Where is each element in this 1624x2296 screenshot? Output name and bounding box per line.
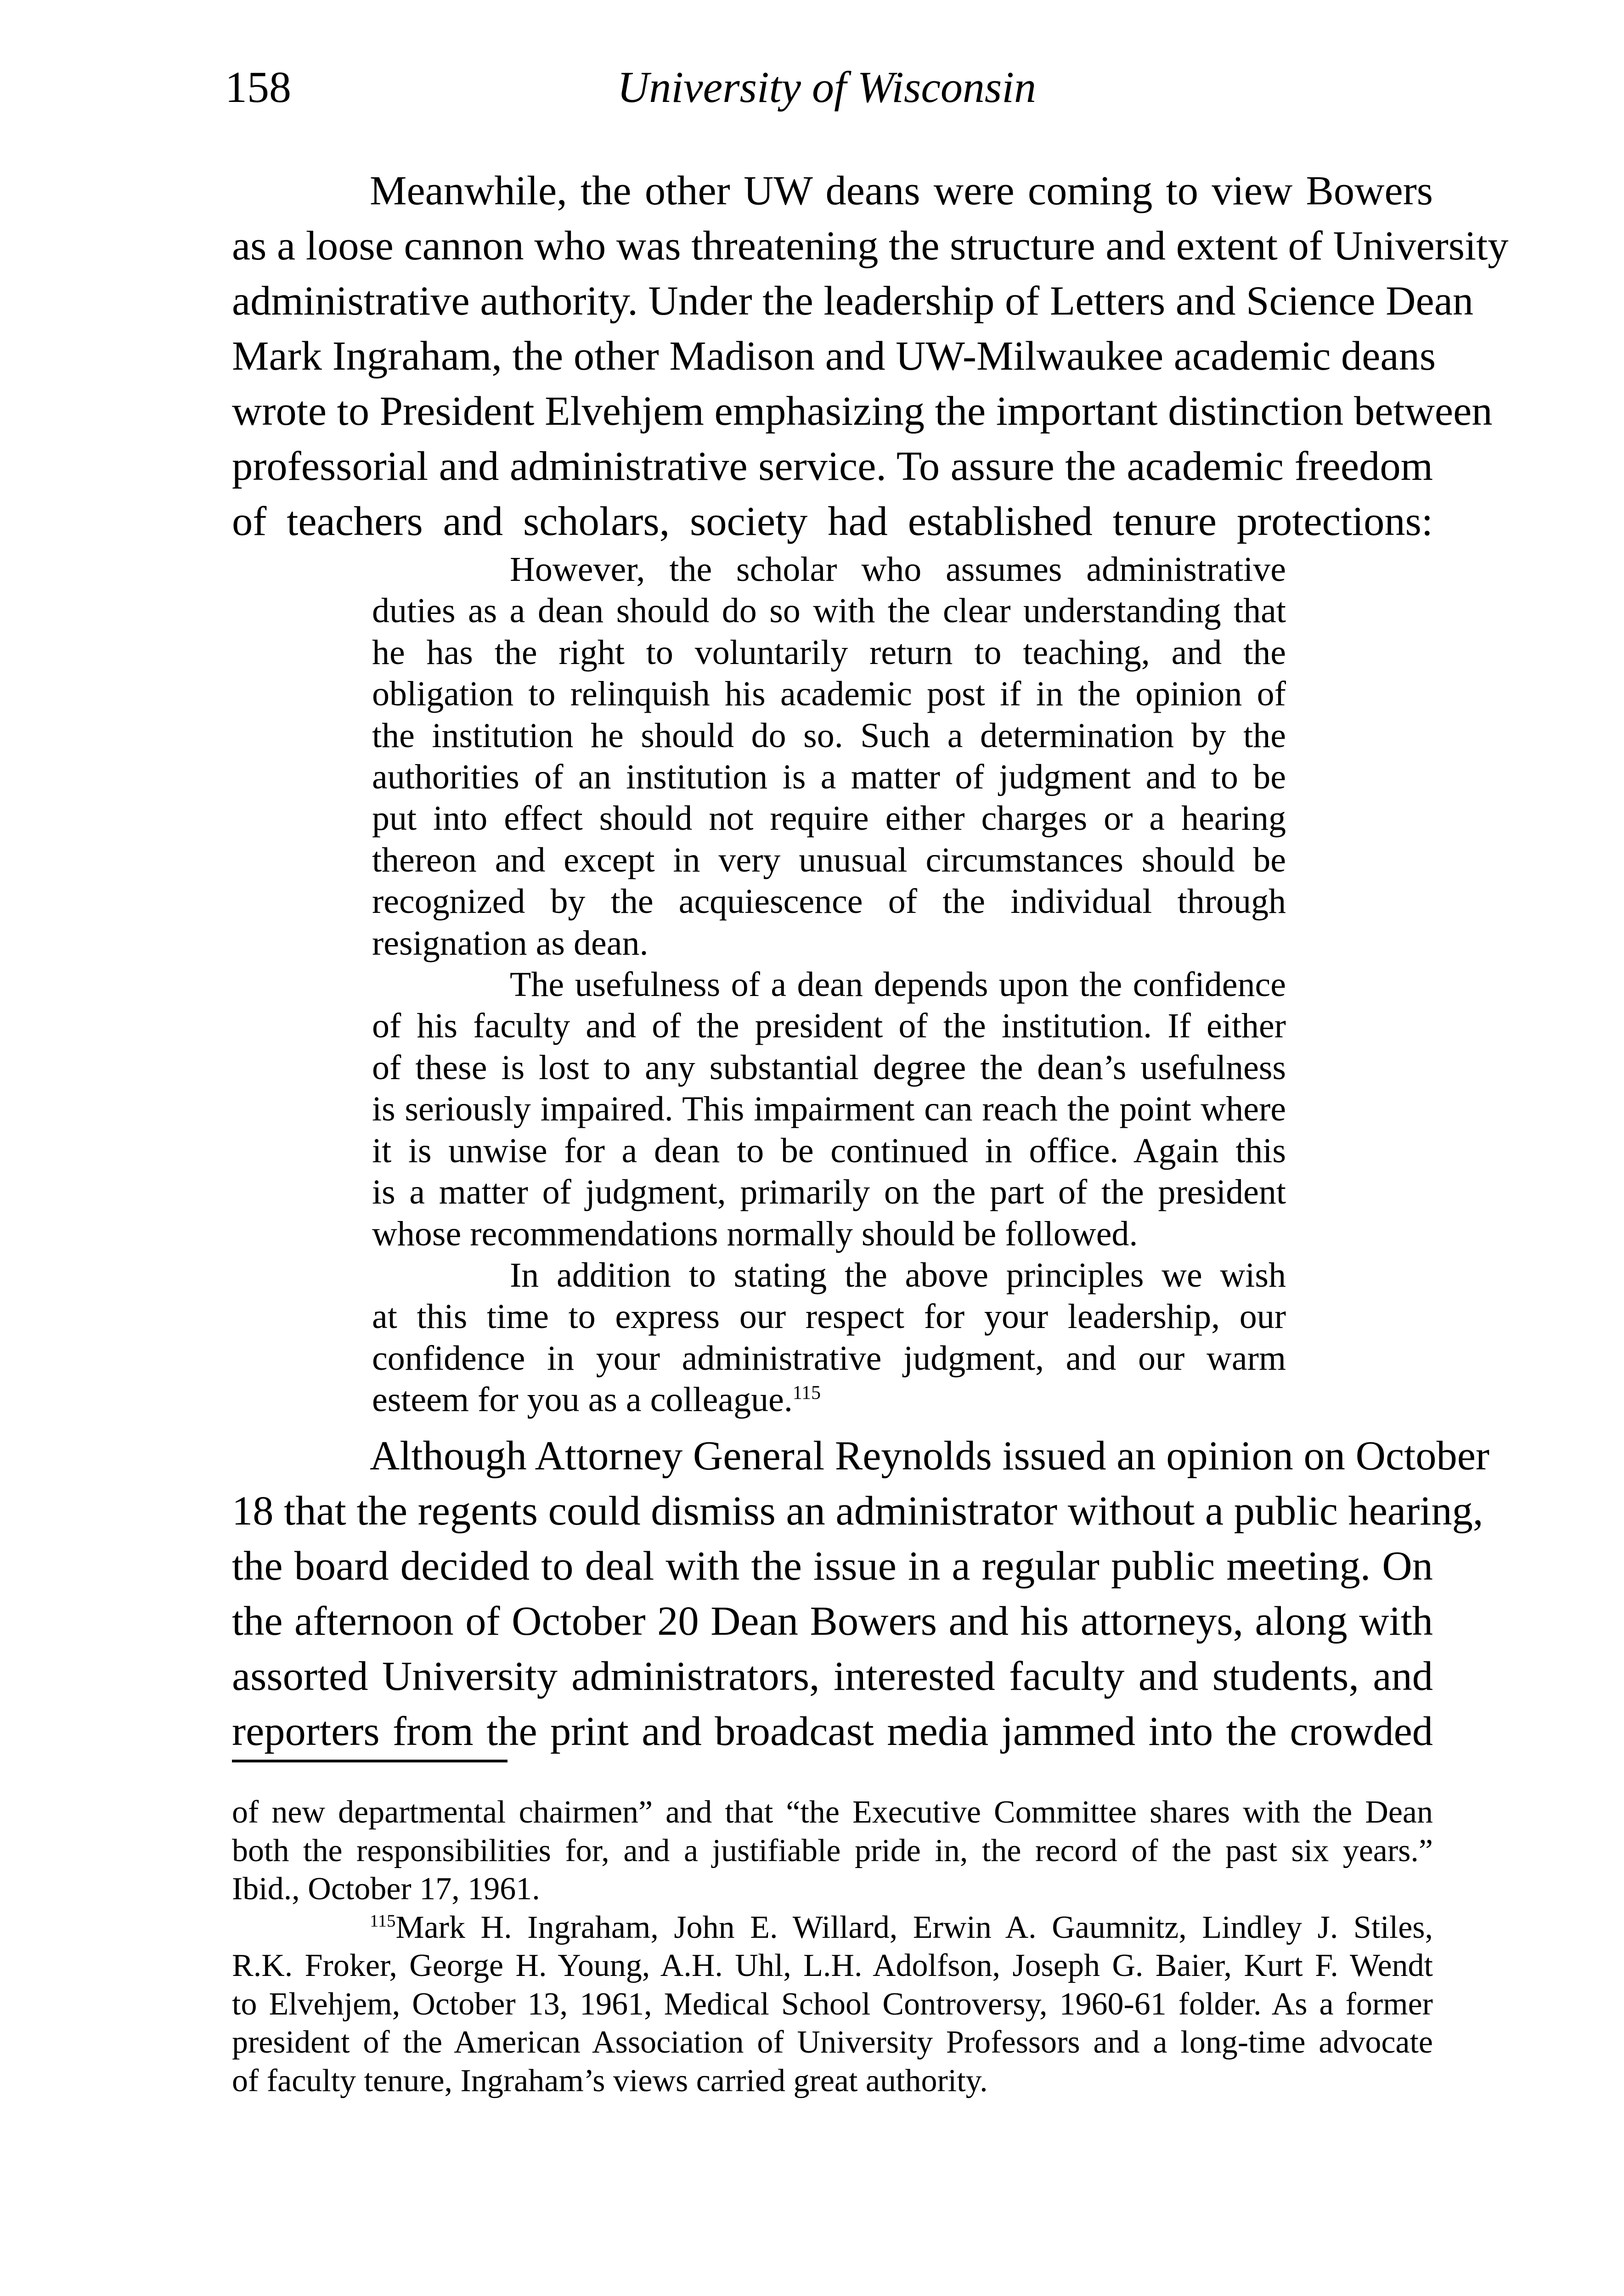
text-line: professorial and administrative service. To assure the academic freedom xyxy=(232,443,1433,489)
quote-line: he has the right to voluntarily return to teaching, and the xyxy=(372,633,1286,672)
text-line: as a loose cannon who was threatening the structure and extent of University xyxy=(232,222,1509,269)
footnote-line: to Elvehjem, October 13, 1961, Medical School Controversy, 1960-61 folder. As a former xyxy=(232,1986,1433,2022)
quote-line: whose recommendations normally should be followed. xyxy=(372,1214,1138,1253)
text-line: of teachers and scholars, society had established tenure protections: xyxy=(232,498,1433,544)
footnote-line: president of the American Association of University Professors and a long-time advocate xyxy=(232,2025,1433,2060)
page-number: 158 xyxy=(225,62,291,112)
footnotes xyxy=(232,1793,1433,2100)
quote-line: the institution he should do so. Such a determination by the xyxy=(372,716,1286,755)
text-line: Meanwhile, the other UW deans were coming to view Bowers xyxy=(370,167,1433,214)
body-paragraph-2 xyxy=(232,1428,1490,1759)
quote-line: In addition to stating the above principles we wish xyxy=(510,1255,1286,1294)
quote-line-final xyxy=(372,1379,1286,1420)
text-line: the board decided to deal with the issue in a regular public meeting. On xyxy=(232,1542,1433,1589)
quote-line: confidence in your administrative judgment, and our warm xyxy=(372,1339,1286,1378)
quote-line: at this time to express our respect for your leadership, our xyxy=(372,1297,1286,1336)
text-line: wrote to President Elvehjem emphasizing the important distinction between xyxy=(232,388,1493,434)
running-title: University of Wisconsin xyxy=(617,62,1036,112)
quote-line: obligation to relinquish his academic post if in the opinion of xyxy=(372,675,1286,714)
quote-line: recognized by the acquiescence of the individual through xyxy=(372,882,1286,921)
block-quotation xyxy=(372,549,1286,1421)
footnote-number-115: 115 xyxy=(370,1911,396,1931)
footnote-115-first-line xyxy=(232,1908,1433,1947)
footnote-line: of new departmental chairmen” and that “the Executive Committee shares with the Dean xyxy=(232,1795,1433,1830)
quote-line: authorities of an institution is a matter of judgment and to be xyxy=(372,758,1286,797)
text-line: administrative authority. Under the leadership of Letters and Science Dean xyxy=(232,277,1474,324)
text-line: reporters from the print and broadcast media jammed into the crowded xyxy=(232,1708,1433,1754)
body-paragraph-1 xyxy=(232,163,1509,549)
footnote-line: Ibid., October 17, 1961. xyxy=(232,1871,540,1907)
quote-line: is seriously impaired. This impairment can reach the point where xyxy=(372,1090,1286,1129)
text-line: assorted University administrators, interested faculty and students, and xyxy=(232,1653,1433,1699)
quote-line: duties as a dean should do so with the clear understanding that xyxy=(372,591,1286,630)
quote-line: of his faculty and of the president of the institution. If either xyxy=(372,1007,1286,1046)
quote-line: is a matter of judgment, primarily on the part of the president xyxy=(372,1173,1286,1212)
quote-line: thereon and except in very unusual circumstances should be xyxy=(372,840,1286,879)
text-line: Although Attorney General Reynolds issued an opinion on October xyxy=(370,1432,1490,1479)
footnote-line: both the responsibilities for, and a justifiable pride in, the record of the past six years.” xyxy=(232,1833,1433,1868)
quote-line: The usefulness of a dean depends upon the confidence xyxy=(510,965,1286,1004)
text-line: Mark Ingraham, the other Madison and UW-Milwaukee academic deans xyxy=(232,332,1436,379)
footnote-reference-115: 115 xyxy=(792,1382,821,1404)
text-line: 18 that the regents could dismiss an administrator without a public hearing, xyxy=(232,1487,1483,1534)
footnote-divider xyxy=(232,1760,508,1762)
quote-line-text: esteem for you as a colleague. xyxy=(372,1380,793,1419)
quote-line: it is unwise for a dean to be continued in office. Again this xyxy=(372,1131,1286,1170)
text-line: the afternoon of October 20 Dean Bowers and his attorneys, along with xyxy=(232,1598,1433,1644)
quote-line: of these is lost to any substantial degree the dean’s usefulness xyxy=(372,1048,1286,1087)
footnote-line: R.K. Froker, George H. Young, A.H. Uhl, L.H. Adolfson, Joseph G. Baier, Kurt F. Wendt xyxy=(232,1948,1433,1983)
footnote-line-text: Mark H. Ingraham, John E. Willard, Erwin A. Gaumnitz, Lindley J. Stiles, xyxy=(395,1909,1433,1945)
quote-line: put into effect should not require either charges or a hearing xyxy=(372,799,1286,838)
running-head xyxy=(225,55,1428,119)
quote-line: However, the scholar who assumes administrative xyxy=(510,550,1286,589)
footnote-line: of faculty tenure, Ingraham’s views carried great authority. xyxy=(232,2063,988,2099)
quote-line: resignation as dean. xyxy=(372,923,648,962)
